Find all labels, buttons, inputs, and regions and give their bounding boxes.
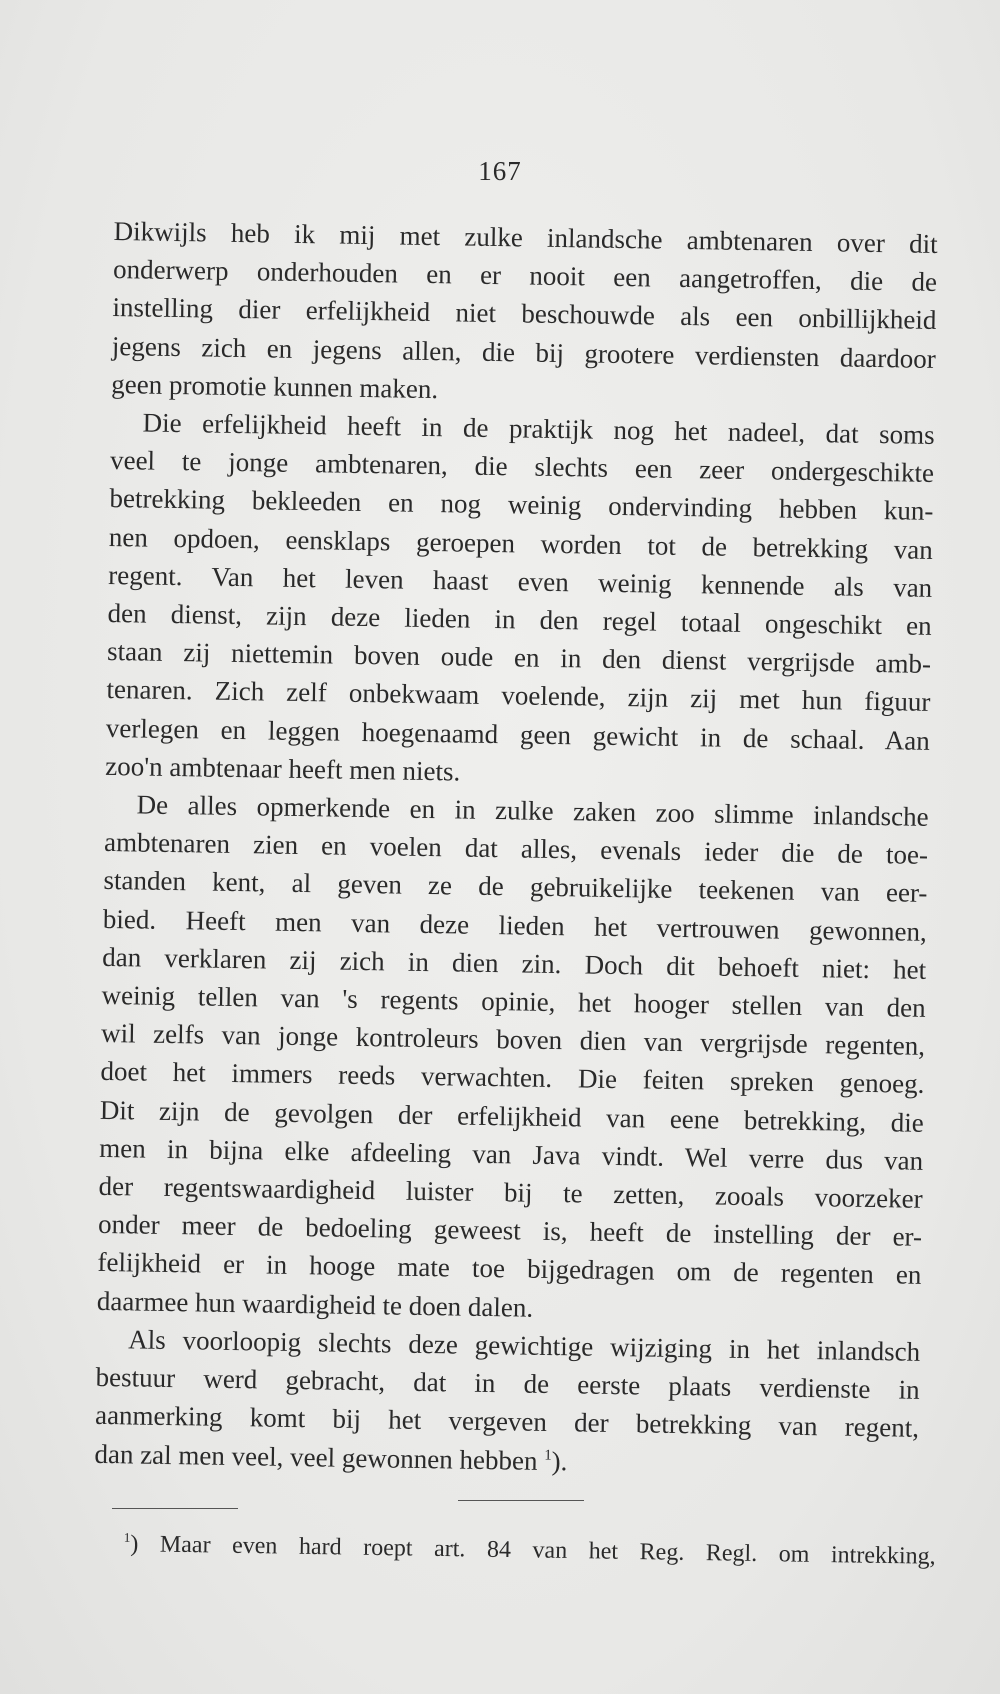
- body-text: [94, 212, 938, 1485]
- text-line: wil zelfs van jonge kontroleurs boven dien van vergrijsde regenten,: [100, 1018, 926, 1062]
- text-line: betrekking bekleeden en nog weinig ondervinding hebben kun-: [109, 483, 934, 527]
- paragraph-4: [94, 1320, 920, 1486]
- text-line: regent. Van het leven haast even weinig kennende als van: [108, 559, 933, 603]
- text-line: onder meer de bedoeling geweest is, heeft de instelling der er-: [97, 1209, 923, 1253]
- text-line: den dienst, zijn deze lieden in den regel totaal ongeschikt en: [107, 597, 932, 641]
- text-line: staan zij niettemin boven oude en in den dienst vergrijsde amb-: [106, 636, 932, 680]
- text-line: Dit zijn de gevolgen der erfelijkheid van eene betrekking, die: [99, 1094, 925, 1138]
- text-line: onderwerp onderhouden en er nooit een aangetroffen, die de: [112, 254, 938, 298]
- text-line: verlegen en leggen hoegenaamd geen gewicht in de schaal. Aan: [105, 712, 931, 756]
- text-line: aanmerking komt bij het vergeven der betrekking van regent,: [94, 1400, 920, 1444]
- text-line: bied. Heeft men van deze lieden het vertrouwen gewonnen,: [102, 903, 928, 947]
- text-line: De alles opmerkende en in zulke zaken zoo slimme inlandsche: [136, 789, 929, 832]
- text-line: dan zal men veel, veel gewonnen hebben: [94, 1438, 538, 1476]
- text-line: Als voorloopig slechts deze gewichtige wijziging in het inlandsch: [128, 1324, 921, 1367]
- paragraph-2: [105, 403, 935, 798]
- text-line: nen opdoen, eensklaps geroepen worden tot de betrekking van: [108, 521, 934, 565]
- page-number: 167: [478, 156, 522, 186]
- footnote-text: Maar even hard roept art. 84 van het Reg. Regl. om intrekking,: [159, 1531, 936, 1570]
- text-line: Die erfelijkheid heeft in de praktijk nog het nadeel, dat soms: [142, 407, 935, 450]
- text-line: der regentswaardigheid luister bij te zetten, zooals voorzeker: [98, 1170, 923, 1214]
- footnote-reference-close: ).: [551, 1445, 568, 1476]
- text-line: weinig tellen van 's regents opinie, het hooger stellen van den: [101, 979, 926, 1023]
- footnote-marker-close: ): [130, 1531, 139, 1558]
- paragraph-1: [111, 212, 938, 416]
- text-line: ambtenaren zien en voelen dat alles, evenals ieder die de toe-: [103, 827, 929, 871]
- text-line: zoo'n ambtenaar heeft men niets.: [105, 750, 461, 787]
- text-line: geen promotie kunnen maken.: [111, 368, 439, 404]
- section-divider: [458, 1500, 584, 1501]
- text-line: instelling dier erfelijkheid niet beschouwde als een onbillijkheid: [112, 292, 937, 336]
- paragraph-3: [97, 785, 929, 1333]
- text-line: jegens zich en jegens allen, die bij grootere verdiensten daardoor: [111, 330, 937, 374]
- text-line: dan verklaren zij zich in dien zin. Doch dit behoeft niet: het: [102, 941, 927, 985]
- text-line: felijkheid er in hooge mate toe bijgedragen om de regenten en: [97, 1247, 922, 1291]
- text-line: tenaren. Zich zelf onbekwaam voelende, zijn zij met hun figuur: [106, 674, 931, 718]
- text-line: doet het immers reeds verwachten. Die feiten spreken genoeg.: [100, 1056, 925, 1100]
- footnote-marker: 1: [123, 1529, 131, 1545]
- text-line: bestuur werd gebracht, dat in de eerste plaats verdienste in: [95, 1361, 920, 1405]
- footnote-reference: 1: [544, 1447, 552, 1464]
- footnote-separator: [112, 1508, 238, 1509]
- text-line: Dikwijls heb ik mij met zulke inlandsche ambtenaren over dit: [113, 215, 938, 259]
- footnote: [123, 1528, 935, 1573]
- text-line: daarmee hun waardigheid te doen dalen.: [96, 1285, 534, 1323]
- text-line: veel te jonge ambtenaren, die slechts een zeer ondergeschikte: [109, 445, 935, 489]
- text-line: standen kent, al geven ze de gebruikelijke teekenen van eer-: [103, 865, 928, 909]
- text-line: men in bijna elke afdeeling van Java vindt. Wel verre dus van: [99, 1132, 924, 1176]
